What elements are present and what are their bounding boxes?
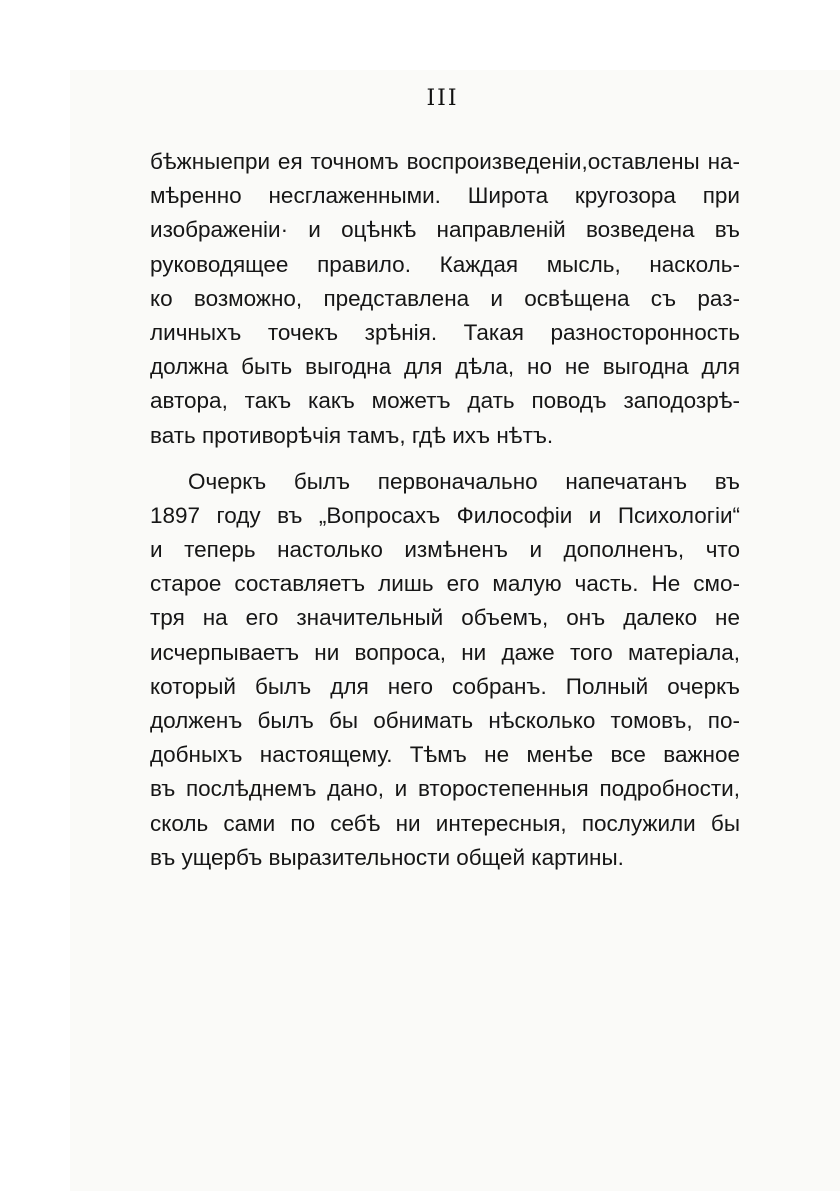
text-line: старое составляетъ лишь его малую часть. Не смо- — [150, 571, 740, 597]
text-line: личныхъ точекъ зрѣнiя. Такая разносторонность — [150, 319, 740, 345]
text-line: бѣжныепри ея точномъ воспроизведенiи,оставлены на- — [150, 149, 740, 174]
text-line: Очеркъ былъ первоначально напечатанъ въ — [188, 468, 740, 494]
page-number: III — [426, 86, 459, 111]
body-text — [150, 145, 740, 875]
text-line: руководящее правило. Каждая мысль, насколь- — [150, 251, 740, 277]
text-line: сколь сами по себѣ ни интересныя, послужили бы — [150, 810, 740, 836]
text-line: вать противорѣчiя тамъ, гдѣ ихъ нѣтъ. — [150, 422, 554, 448]
text-line: мѣренно несглаженными. Широта кругозора при — [150, 183, 740, 209]
text-line: тря на его значительный объемъ, онъ далеко не — [150, 605, 740, 631]
text-line: автора, такъ какъ можетъ дать поводъ заподозрѣ- — [150, 388, 740, 414]
text-line: который былъ для него собранъ. Полный очеркъ — [150, 673, 740, 699]
text-line: 1897 году въ „Вопросахъ Философiи и Психологiи“ — [150, 502, 740, 528]
text-line: должна быть выгодна для дѣла, но не выгодна для — [150, 354, 740, 380]
text-line: въ ущербъ выразительности общей картины. — [150, 844, 624, 870]
text-line: ко возможно, представлена и освѣщена съ раз- — [150, 285, 740, 311]
text-line: долженъ былъ бы обнимать нѣсколько томовъ, по- — [150, 708, 740, 733]
text-line: въ послѣднемъ дано, и второстепенныя подробности, — [150, 776, 740, 802]
text-line: исчерпываетъ ни вопроса, ни даже того матерiала, — [150, 639, 740, 665]
text-line: и теперь настолько измѣненъ и дополненъ, что — [150, 537, 740, 563]
paragraph-spacer — [150, 453, 740, 465]
text-line: добныхъ настоящему. Тѣмъ не менѣе все важное — [150, 742, 740, 768]
paragraph — [150, 145, 740, 453]
paragraph — [150, 465, 740, 875]
text-line: изображенiи· и оцѣнкѣ направленiй возведена въ — [150, 217, 740, 243]
